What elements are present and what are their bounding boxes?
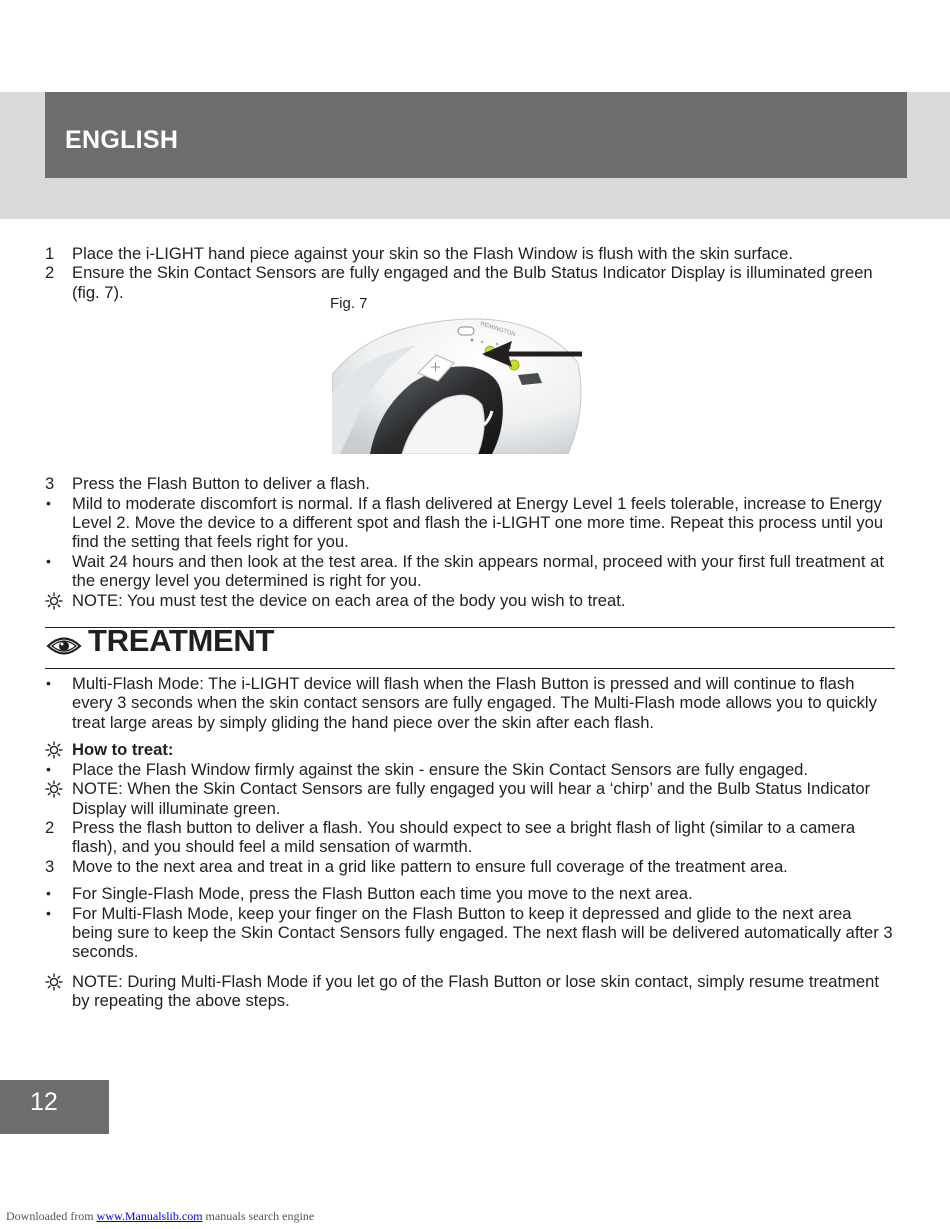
step-3 — [45, 474, 895, 493]
page-number-box — [0, 1080, 109, 1134]
treat-step-3 — [45, 857, 895, 876]
section-title: TREATMENT — [88, 623, 275, 659]
note-text: NOTE: You must test the device on each area of the body you wish to treat. — [72, 590, 626, 610]
figure-7 — [45, 295, 895, 474]
download-footer — [6, 1209, 314, 1224]
figure-caption: Fig. 7 — [330, 295, 368, 313]
bullet-text: Wait 24 hours and then look at the test area. If the skin appears normal, proceed with your first full treatment at the energy level you determined is right for you. — [72, 551, 884, 591]
bullet-multi-flash-mode — [45, 674, 895, 732]
bullet-text: For Single-Flash Mode, press the Flash Button each time you move to the next area. — [72, 884, 693, 904]
bullet: • — [46, 552, 51, 569]
treatment-heading — [45, 623, 895, 669]
header-title: ENGLISH — [65, 126, 179, 154]
brand-label: REMINGTON — [479, 321, 517, 339]
step-number: 3 — [45, 856, 55, 876]
bullet-place — [45, 760, 895, 779]
device-illustration — [332, 315, 582, 454]
step-text: Ensure the Skin Contact Sensors are fully engaged and the Bulb Status Indicator Display is illuminated green (fig. 7). — [72, 263, 873, 302]
bullet-text: Place the Flash Window firmly against the skin - ensure the Skin Contact Sensors are fully engaged. — [72, 759, 809, 779]
note-chirp — [45, 779, 895, 818]
manualslib-link[interactable]: www.Manualslib.com — [96, 1209, 203, 1223]
bullet-text: For Multi-Flash Mode, keep your finger on the Flash Button to keep it depressed and glide to the next area being sure to keep the Skin Contact Sensors fully engaged. The next flash will be delivered automatically after 3 seconds. — [72, 903, 893, 962]
header-bar — [45, 92, 907, 178]
bullet: • — [46, 494, 51, 511]
step-number: 2 — [45, 263, 55, 283]
note-text: NOTE: When the Skin Contact Sensors are fully engaged you will hear a ‘chirp’ and the Bulb Status Indicator Display will illuminate green. — [72, 779, 871, 818]
bullet: • — [46, 885, 51, 902]
step-number: 1 — [45, 244, 55, 263]
step-text: Place the i-LIGHT hand piece against your skin so the Flash Window is flush with the skin surface. — [72, 244, 793, 263]
how-to-treat — [45, 740, 895, 759]
bullet-wait — [45, 552, 895, 591]
eye-icon — [46, 635, 82, 657]
bullet: • — [46, 760, 51, 777]
step-number: 3 — [45, 474, 55, 494]
step-text: Press the Flash Button to deliver a flash. — [72, 474, 370, 494]
footer-suffix: manuals search engine — [202, 1209, 315, 1223]
subheading: How to treat: — [72, 740, 174, 760]
bullet-text: Multi-Flash Mode: The i-LIGHT device will flash when the Flash Button is pressed and will continue to flash every 3 seconds when the skin contact sensors are fully engaged. The Multi-Flash mode allows you to quickly treat large areas by simply gliding the hand piece over the skin after each flash. — [72, 674, 877, 732]
step-text: Move to the next area and treat in a grid like pattern to ensure full coverage of the treatment area. — [72, 856, 788, 876]
step-number: 2 — [45, 817, 55, 837]
bullet-multi-flash — [45, 904, 895, 962]
treat-step-2 — [45, 818, 895, 857]
bullet: • — [46, 904, 51, 921]
step-text: Press the flash button to deliver a flash. You should expect to see a bright flash of light (similar to a camera flash), and you should feel a mild sensation of warmth. — [72, 817, 856, 857]
footer-prefix: Downloaded from — [6, 1209, 97, 1223]
bullet-discomfort — [45, 494, 895, 552]
bullet-single-flash — [45, 884, 895, 903]
bullet: • — [46, 675, 51, 692]
bullet-text: Mild to moderate discomfort is normal. If a flash delivered at Energy Level 1 feels tolerable, increase to Energy Level 2. Move the device to a different spot and flash the i-LIGHT one more time. Repeat this process until you find the setting that feels right for you. — [72, 493, 884, 552]
step-2 — [45, 263, 895, 302]
step-1 — [45, 244, 895, 263]
note-test — [45, 591, 895, 610]
note-text: NOTE: During Multi-Flash Mode if you let go of the Flash Button or lose skin contact, simply resume treatment by repeating the above steps. — [72, 971, 879, 1011]
page-number: 12 — [30, 1088, 58, 1116]
content — [45, 244, 895, 1011]
note-final — [45, 972, 895, 1011]
